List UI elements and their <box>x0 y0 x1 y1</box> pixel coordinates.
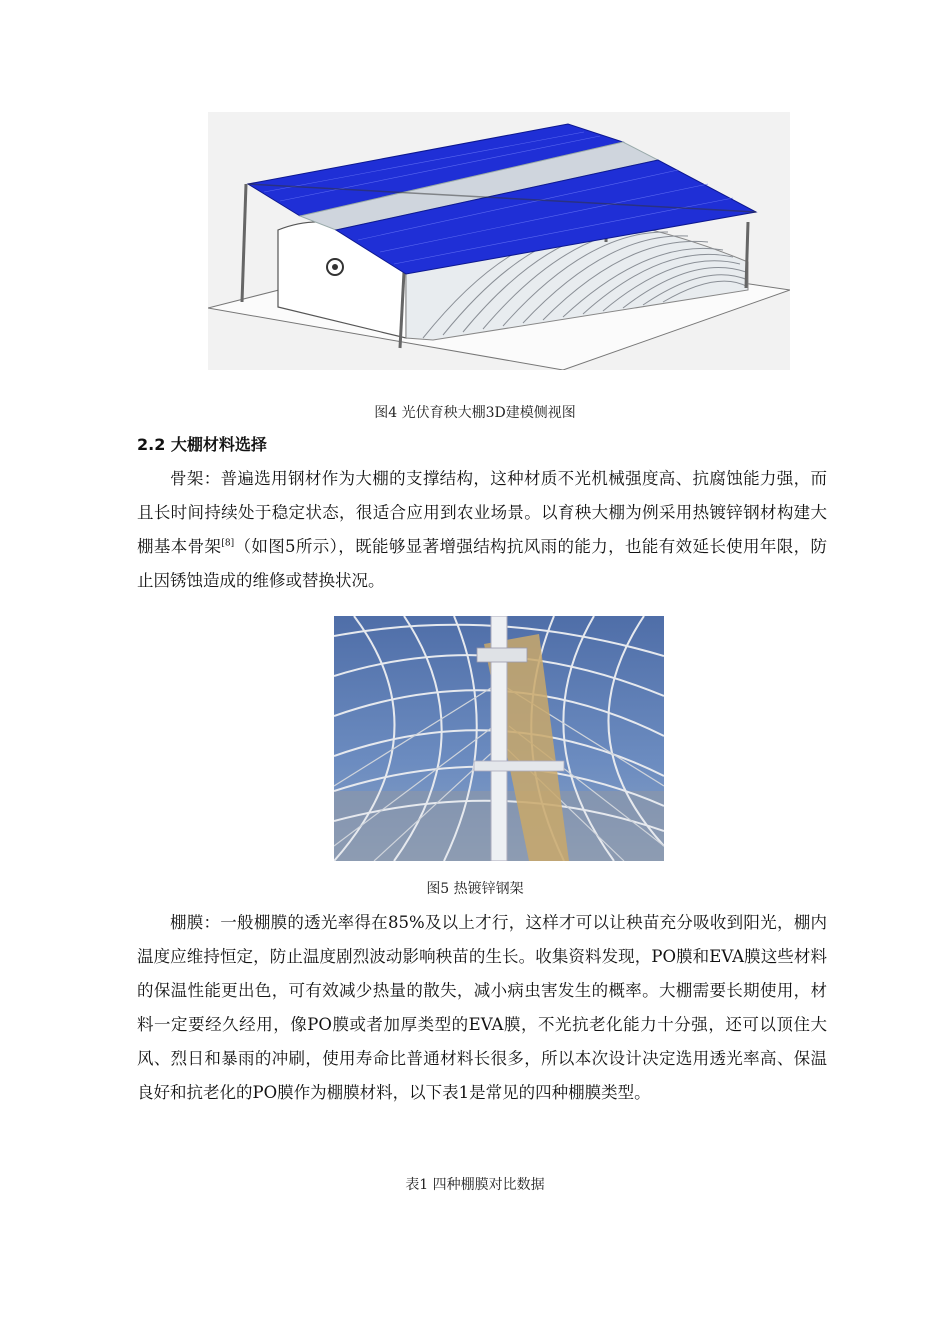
figure-5-steel-frame-photo <box>334 616 664 861</box>
figure-5-caption: 图5 热镀锌钢架 <box>426 881 524 897</box>
paragraph-frame <box>137 462 827 598</box>
reference-8: [8] <box>221 538 235 549</box>
paragraph-frame-text: 骨架：普遍选用钢材作为大棚的支撑结构，这种材质不光机械强度高、抗腐蚀能力强，而且长时间持续处于稳定状态，很适合应用到农业场景。以育秧大棚为例采用热镀锌钢材构建大棚基本骨架 <box>137 469 827 556</box>
table-1-caption: 表1 四种棚膜对比数据 <box>405 1177 545 1193</box>
figure-4-caption: 图4 光伏育秧大棚3D建模侧视图 <box>374 405 576 421</box>
figure-4-greenhouse-3d-model <box>208 112 790 370</box>
section-heading: 2.2 大棚材料选择 <box>137 435 267 454</box>
paragraph-film: 棚膜：一般棚膜的透光率得在85%及以上才行，这样才可以让秧苗充分吸收到阳光，棚内温度应维持恒定，防止温度剧烈波动影响秧苗的生长。收集资料发现，PO膜和EVA膜这些材料的保温性能更出色，可有效减少热量的散失，减小病虫害发生的概率。大棚需要长期使用，材料一定要经久经用，像PO膜或者加厚类型的EVA膜，不光抗老化能力十分强，还可以顶住大风、烈日和暴雨的冲刷，使用寿命比普通材料长很多，所以本次设计决定选用透光率高、保温良好和抗老化的PO膜作为棚膜材料，以下表1是常见的四种棚膜类型。 <box>137 913 827 1102</box>
paragraph-frame-text-cont: （如图5所示），既能够显著增强结构抗风雨的能力，也能有效延长使用年限，防止因锈蚀造成的维修或替换状况。 <box>137 537 828 590</box>
